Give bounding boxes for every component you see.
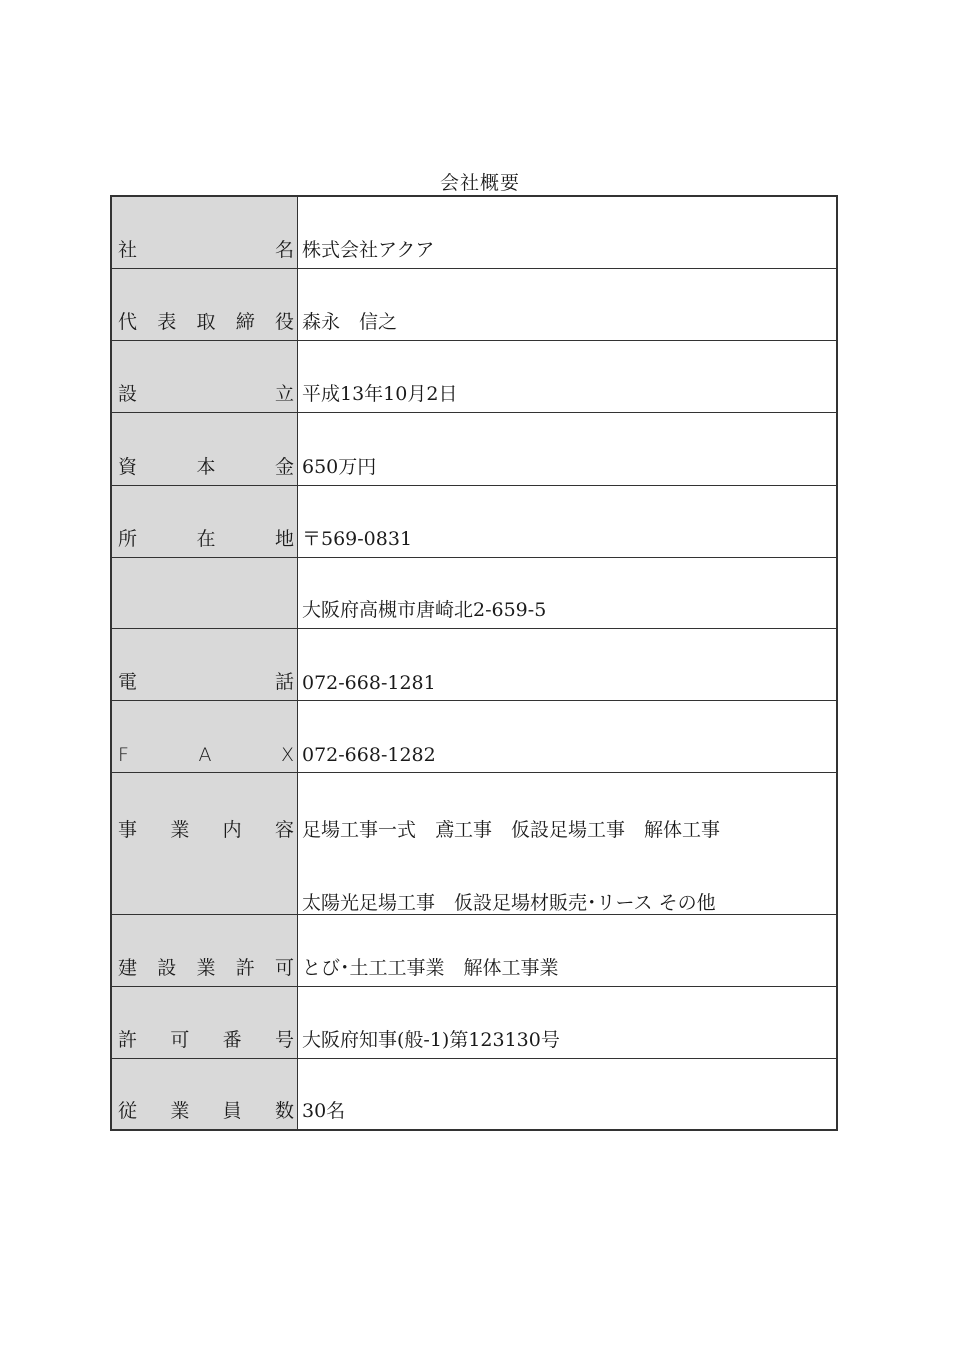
row-value	[298, 341, 836, 412]
label-char: 地	[274, 528, 294, 550]
row-label	[112, 341, 298, 412]
row-value	[298, 269, 836, 340]
label-char: 員	[222, 1100, 242, 1122]
row-label	[112, 413, 298, 485]
label-char: 許	[235, 957, 255, 979]
row-value	[298, 701, 836, 772]
table-row-phone	[112, 629, 836, 701]
label-char: 許	[118, 1029, 138, 1051]
label-char: 従	[118, 1100, 138, 1122]
label-char: 取	[196, 311, 216, 333]
label-char: 在	[196, 528, 216, 550]
table-row-address	[112, 486, 836, 558]
row-label	[112, 486, 298, 557]
label-char: 数	[274, 1100, 294, 1122]
page-title: 会社概要	[439, 172, 520, 194]
license-value: とび･土工工事業 解体工事業	[302, 957, 559, 979]
label-char: 社	[118, 239, 138, 261]
row-value	[298, 486, 836, 557]
label-char: 表	[157, 311, 177, 333]
capital-value: 650万円	[302, 456, 377, 478]
phone-value: 072-668-1281	[302, 672, 436, 694]
row-label-blank	[112, 558, 298, 628]
label-char: 可	[274, 957, 294, 979]
label-char: 設	[118, 383, 138, 405]
row-label	[112, 269, 298, 340]
label-char: 業	[196, 957, 216, 979]
label-char: 業	[170, 819, 190, 841]
row-label	[112, 915, 298, 986]
label-char: 資	[118, 456, 138, 478]
label-char: 内	[222, 819, 242, 841]
label-char: 役	[274, 311, 294, 333]
label-char: 業	[170, 1100, 190, 1122]
table-row-company-name	[112, 197, 836, 269]
label-char: 本	[196, 456, 216, 478]
row-value	[298, 197, 836, 268]
row-label	[112, 987, 298, 1058]
company-name-value: 株式会社アクア	[302, 239, 435, 261]
table-row-address-line	[112, 558, 836, 629]
row-label	[112, 1059, 298, 1129]
label-char: 事	[118, 819, 138, 841]
business-value-line-1: 足場工事一式 鳶工事 仮設足場工事 解体工事	[302, 819, 721, 841]
label-char: 所	[118, 528, 138, 550]
row-label	[112, 197, 298, 268]
row-value	[298, 987, 836, 1058]
label-char: 電	[118, 671, 138, 693]
row-value	[298, 915, 836, 986]
label-char: 代	[118, 311, 138, 333]
row-label	[112, 629, 298, 700]
company-overview-table	[110, 195, 838, 1131]
label-char: 話	[274, 671, 294, 693]
label-char: 締	[235, 311, 255, 333]
table-row-representative	[112, 269, 836, 341]
label-char: X	[280, 744, 294, 766]
fax-value: 072-668-1282	[302, 744, 436, 766]
license-number-value: 大阪府知事(般-1)第123130号	[302, 1029, 560, 1051]
table-row-employees	[112, 1059, 836, 1129]
address-value: 大阪府高槻市唐崎北2-659-5	[302, 599, 547, 621]
label-char: 金	[274, 456, 294, 478]
business-value-line-2: 太陽光足場工事 仮設足場材販売･リース その他	[302, 892, 716, 914]
label-char: 可	[170, 1029, 190, 1051]
row-value	[298, 413, 836, 485]
table-row-business	[112, 773, 836, 915]
label-char: 設	[157, 957, 177, 979]
label-char: 号	[274, 1029, 294, 1051]
row-value	[298, 1059, 836, 1129]
employees-value: 30名	[302, 1100, 346, 1122]
label-char: 名	[274, 239, 294, 261]
row-value	[298, 773, 836, 914]
row-value	[298, 629, 836, 700]
table-row-license	[112, 915, 836, 987]
row-label	[112, 773, 298, 914]
row-label	[112, 701, 298, 772]
table-row-fax	[112, 701, 836, 773]
representative-value: 森永 信之	[302, 311, 398, 333]
table-row-capital	[112, 413, 836, 486]
table-row-established	[112, 341, 836, 413]
postal-code-value: 〒569-0831	[302, 528, 413, 550]
table-row-license-number	[112, 987, 836, 1059]
label-char: 番	[222, 1029, 242, 1051]
established-value: 平成13年10月2日	[302, 383, 458, 405]
label-char: 立	[274, 383, 294, 405]
label-char: A	[198, 744, 212, 766]
label-char: F	[118, 744, 129, 766]
label-char: 建	[118, 957, 138, 979]
label-char: 容	[274, 819, 294, 841]
row-value	[298, 558, 836, 628]
